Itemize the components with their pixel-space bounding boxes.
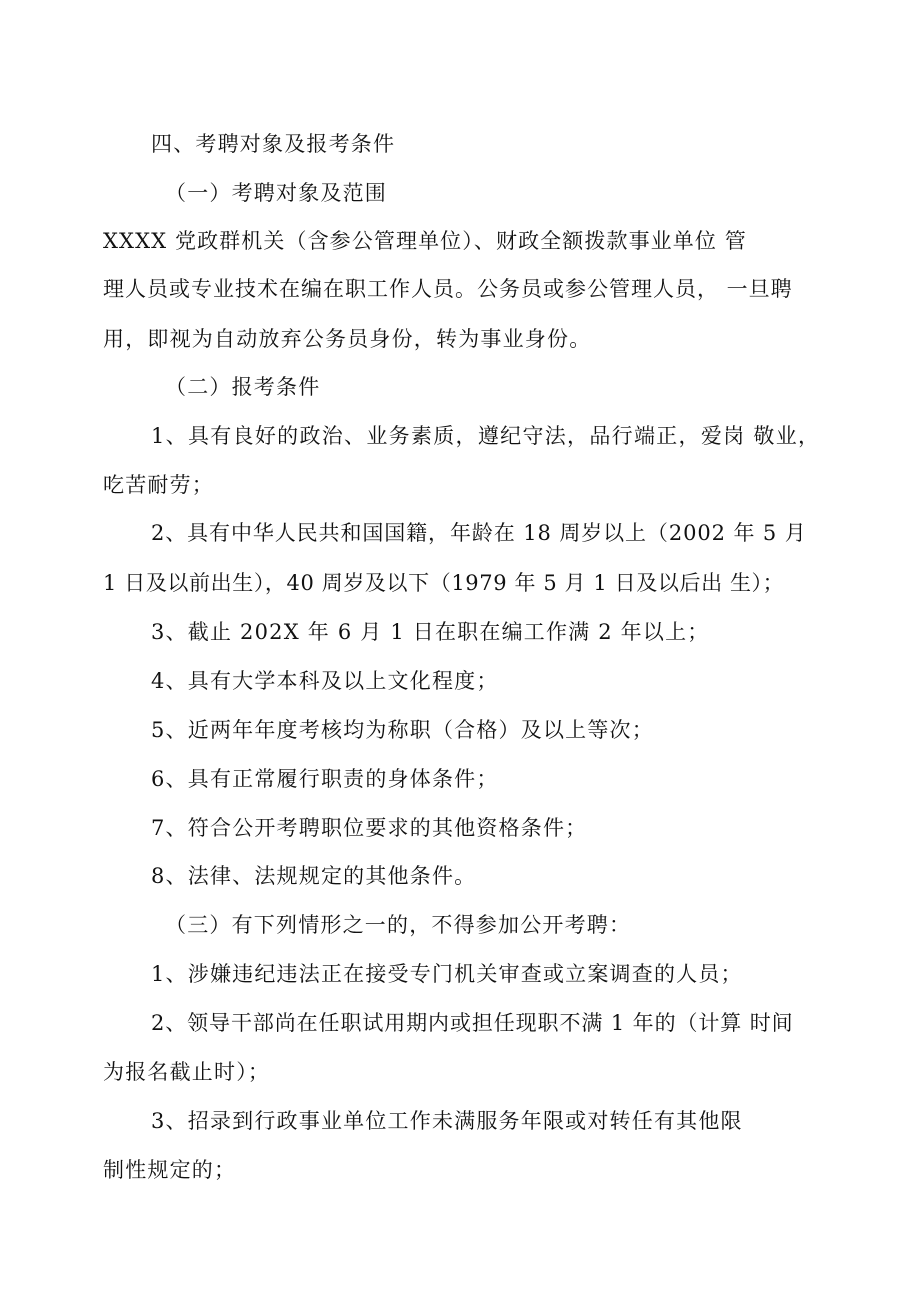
- paragraph-scope-line-3: 用，即视为自动放弃公务员身份，转为事业身份。: [103, 327, 592, 351]
- condition-1-line-1: 1、具有良好的政治、业务素质，遵纪守法，品行端正，爱岗 敬业，: [151, 424, 821, 448]
- subheading-1-targets-scope: （一）考聘对象及范围: [165, 181, 387, 205]
- exclusion-3-line-2: 制性规定的；: [103, 1158, 237, 1182]
- condition-2-line-2: 1 日及以前出生），40 周岁及以下（1979 年 5 月 1 日及以后出 生）；: [103, 571, 785, 595]
- paragraph-scope-line-1: XXXX 党政群机关（含参公管理单位）、财政全额拨款事业单位 管: [103, 229, 747, 253]
- condition-6: 6、具有正常履行职责的身体条件；: [151, 767, 499, 791]
- condition-3: 3、截止 202X 年 6 月 1 日在职在编工作满 2 年以上；: [151, 620, 710, 644]
- condition-2-line-1: 2、具有中华人民共和国国籍，年龄在 18 周岁以上（2002 年 5 月: [151, 521, 807, 545]
- condition-5: 5、近两年年度考核均为称职（合格）及以上等次；: [151, 718, 654, 742]
- exclusion-1: 1、涉嫌违纪违法正在接受专门机关审查或立案调查的人员；: [151, 962, 743, 986]
- subheading-3-exclusions: （三）有下列情形之一的，不得参加公开考聘：: [165, 913, 632, 937]
- condition-4: 4、具有大学本科及以上文化程度；: [151, 669, 499, 693]
- condition-8: 8、法律、法规规定的其他条件。: [151, 864, 477, 888]
- section-heading-4: 四、考聘对象及报考条件: [151, 132, 396, 156]
- exclusion-2-line-1: 2、领导干部尚在任职试用期内或担任现职不满 1 年的（计算 时间: [151, 1011, 794, 1035]
- exclusion-2-line-2: 为报名截止时）；: [103, 1060, 271, 1084]
- subheading-2-conditions: （二）报考条件: [165, 375, 321, 399]
- condition-1-line-2: 吃苦耐劳；: [103, 473, 214, 497]
- condition-7: 7、符合公开考聘职位要求的其他资格条件；: [151, 816, 588, 840]
- paragraph-scope-line-2: 理人员或专业技术在编在职工作人员。公务员或参公管理人员， 一旦聘: [103, 277, 793, 301]
- exclusion-3-line-1: 3、招录到行政事业单位工作未满服务年限或对转任有其他限: [151, 1109, 743, 1133]
